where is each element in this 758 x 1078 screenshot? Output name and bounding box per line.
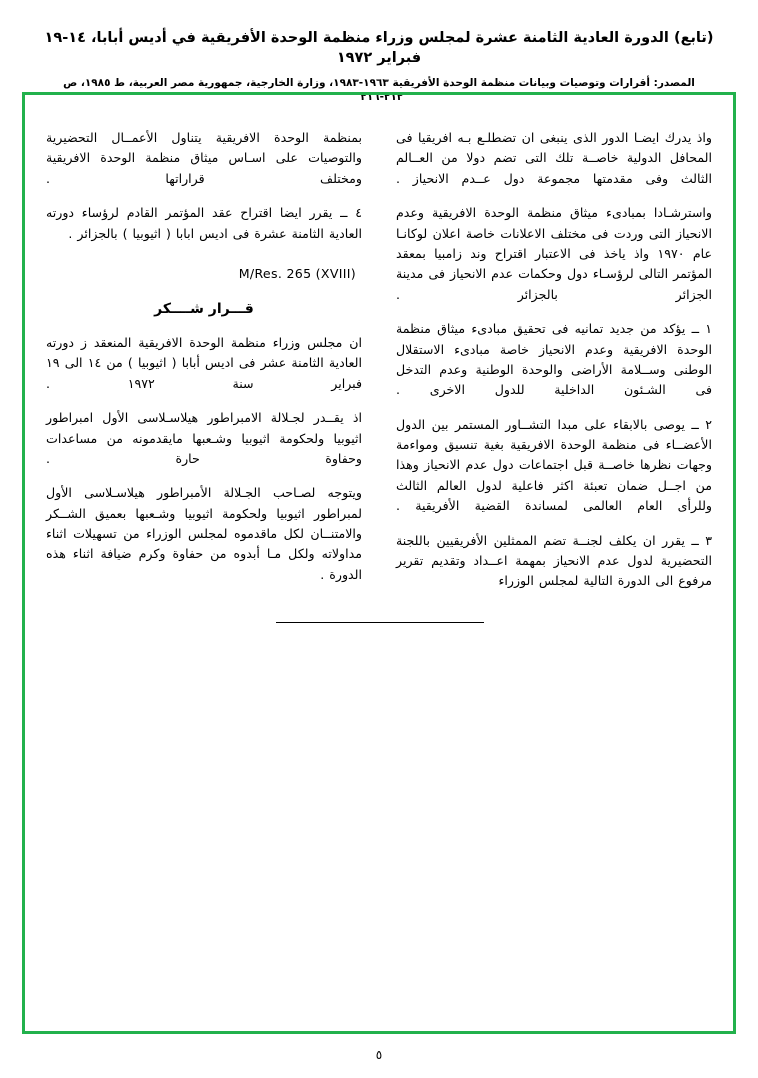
- paragraph: بمنظمة الوحدة الافريقية يتناول الأعمــال التحضيرية والتوصيات على اسـاس ميثاق منظمة الوحدة الافريقية ومختلف قراراتها .: [46, 130, 362, 186]
- page-number: ٥: [375, 1048, 383, 1062]
- paragraph: ويتوجه لصـاحب الجـلالة الأمبراطور هيلاسـلاسى الأول لمبراطور اثيوبيا ولحكومة اثيوبيا وشـعبها بعميق الشــكر والامتنــان لكل ماقدموه لمجلس الوزراء من تسهيلات اثناء مداولاته ولكل مـا أبدوه من حفاوة وكرم ضيافة اثناء هذه الدورة .: [46, 485, 362, 582]
- paragraph: واذ يدرك ايضـا الدور الذى ينبغى ان تضطلـع بـه افريقيا فى المحافل الدولية خاصــة تلك التى تضم دولا من العــالم الثالث وفى مقدمتها مجموعة دول عــدم الانحياز .: [396, 130, 712, 186]
- resolution-title: قـــرار شــــكر: [154, 300, 254, 317]
- header-title: (تابع) الدورة العادية الثامنة عشرة لمجلس وزراء منظمة الوحدة الأفريقية في أديس أبابا، ١٤-١٩ فبراير ١٩٧٢: [44, 30, 714, 67]
- paragraph: ان مجلس وزراء منظمة الوحدة الافريقية المنعقد ز دورته العادية الثامنة عشر فى اديس أبابا ( اثيوبيا ) من ١٤ الى ١٩ فبراير سنة ١٩٧٢ .: [46, 334, 362, 391]
- paragraph: ٤ ــ يقرر ايضا اقتراح عقد المؤتمر القادم لرؤساء دورته العادية الثامنة عشرة فى اديس ابابا ( اثيوبيا ) بالجزائر .: [46, 205, 362, 241]
- resolution-code: M/Res. 265 (XVIII): [238, 265, 356, 281]
- section-divider: [276, 622, 484, 623]
- body-columns: [46, 128, 712, 606]
- paragraph: ٢ ــ يوصى بالابقاء على مبدا التشــاور المستمر بين الدول الأعضــاء فى منظمة الوحدة الافريقية بغية تنسيق ومواءمة وجهات نظرها خاصــة قبل اجتماعات دول عدم الانحياز وهذا من اجــل ضمان تعبئة اكثر فاعلية لدول العالم الثالث وللرأى العام العالمى لمساندة القضية الأفريقية .: [396, 416, 712, 514]
- left-column: [46, 128, 362, 606]
- header-source-line: المصدر: أقرارات وتوصيات وبيانات منظمة الوحدة الأفريقية ١٩٦٣-١٩٨٣، وزارة الخارجية، جمهورية مصر العربية، ط ١٩٨٥، ص ٢١٢-٢١٦": [63, 76, 695, 104]
- paragraph: ٣ ــ يقرر ان يكلف لجنــة تضم الممثلين الأفريقيين باللجنة التحضيرية لدول عدم الانحياز بمهمة اعــداد وتقديم تقرير مرفوع الى الدورة التالية لمجلس الوزراء: [396, 532, 712, 589]
- paragraph: اذ يقــدر لجـلالة الامبراطور هيلاسـلاسى الأول امبراطور اثيوبيا ولحكومة اثيوبيا وشـعبها مايقدمونه من مساعدات وحفاوة حارة .: [46, 410, 362, 466]
- right-column: [396, 128, 712, 606]
- paragraph: ١ ــ يؤكد من جديد تمانيه فى تحقيق مبادىء ميثاق منظمة الوحدة الافريقية وعدم الانحياز خاصة مبادىء الاستقلال الوطنى وســلامة الأراضى والوحدة الوطنية وعدم التدخل فى الشـئون الداخلية للدول الاخرى .: [396, 321, 712, 398]
- paragraph: واسترشـادا بمبادىء ميثاق منظمة الوحدة الافريقية وعدم الانحياز التى وردت فى مختلف الاعلانات خاصة اعلان لوكانـا عام ١٩٧٠ واذ ياخذ فى الاعتبار اقتراح وند زامبيا بمعقد المؤتمر التالى لرؤسـاء دول وحكمات عدم الانحياز فى مدينة الجزائر بالجزائر .: [396, 205, 713, 302]
